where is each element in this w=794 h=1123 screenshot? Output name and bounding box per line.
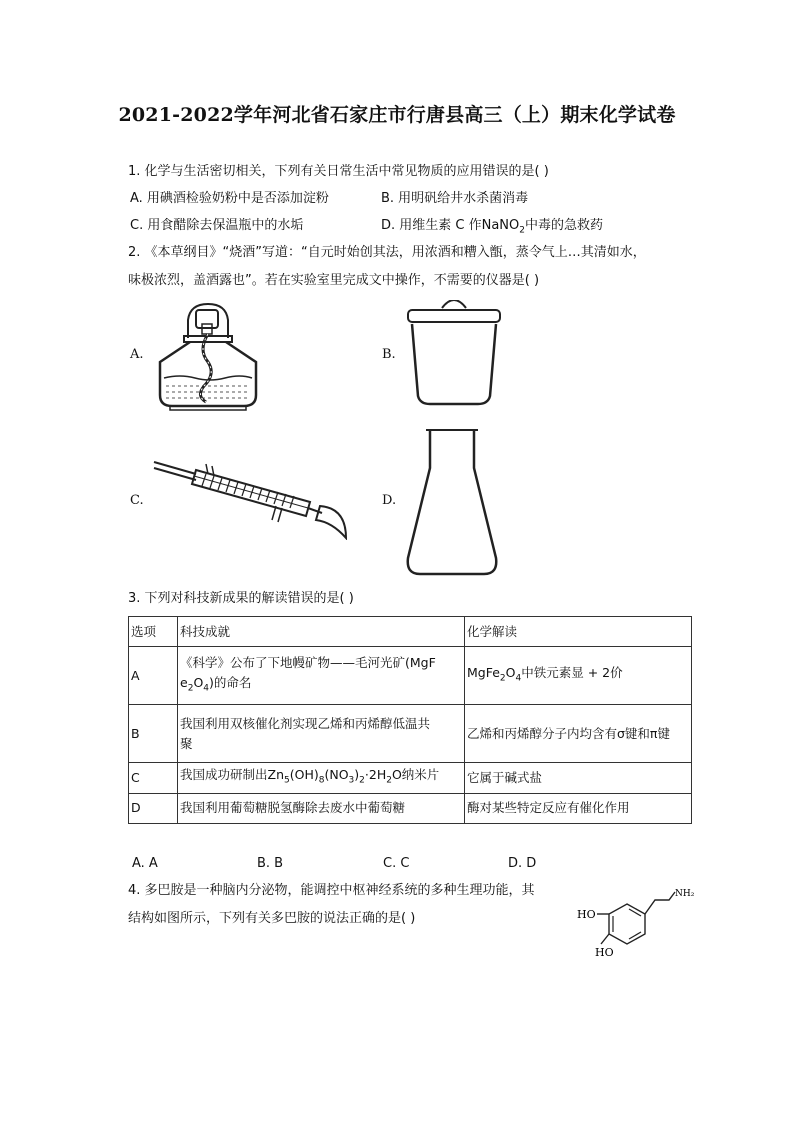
q2-stem-line2: 味极浓烈，盖酒露也”。若在实验室里完成文中操作，不需要的仪器是( )	[128, 273, 540, 288]
row-achievement: 《科学》公布了下地幔矿物——毛河光矿(MgF $e_2O_4$)的命名	[178, 647, 465, 705]
q3-choice-d: D. D	[508, 856, 537, 871]
row-interpretation: 它属于碱式盐	[465, 763, 692, 794]
alcohol-lamp-image	[150, 300, 270, 415]
q1-option-b: B. 用明矾给井水杀菌消毒	[381, 191, 529, 206]
ho-label-bottom: HO	[595, 946, 614, 959]
q3-stem: 3. 下列对科技新成果的解读错误的是( )	[128, 591, 354, 606]
row-achievement: 我国利用双核催化剂实现乙烯和丙烯醇低温共 聚	[178, 705, 465, 763]
q1-stem: 1. 化学与生活密切相关，下列有关日常生活中常见物质的应用错误的是( )	[128, 164, 549, 179]
q4-stem-line2: 结构如图所示，下列有关多巴胺的说法正确的是( )	[128, 911, 416, 926]
header-achievement: 科技成就	[178, 617, 465, 647]
row-option: B	[129, 705, 178, 763]
row-interpretation: $MgFe_2O_4$中铁元素显 + 2价	[465, 647, 692, 705]
header-option: 选项	[129, 617, 178, 647]
q1-option-c: C. 用食醋除去保温瓶中的水垢	[130, 218, 304, 233]
table-row	[129, 793, 692, 823]
ho-label-top: HO	[577, 908, 596, 921]
q2-stem-line1: 2. 《本草纲目》“烧酒”写道：“自元时始创其法，用浓酒和糟入甑，蒸令气上…其清如水，	[128, 245, 646, 260]
table-row	[129, 647, 692, 705]
q3-choice-b: B. B	[257, 856, 284, 871]
q3-choice-c: C. C	[383, 856, 410, 871]
condenser-tube-image	[150, 458, 350, 540]
q2-label-a: A.	[130, 347, 144, 362]
q2-label-b: B.	[382, 347, 396, 362]
crucible-image	[404, 300, 504, 408]
table-header-row	[129, 617, 692, 647]
table-row	[129, 763, 692, 794]
q3-choice-a: A. A	[132, 856, 158, 871]
row-option: C	[129, 763, 178, 794]
row-achievement: 我国成功研制出$Zn_5(OH)_8(NO_3)_2\cdot 2H_2O$纳米片	[178, 763, 465, 794]
q3-table	[128, 616, 692, 824]
row-option: D	[129, 793, 178, 823]
conical-flask-image	[404, 428, 500, 578]
q2-label-c: C.	[130, 493, 144, 508]
q1-option-a: A. 用碘酒检验奶粉中是否添加淀粉	[130, 191, 329, 206]
q1-option-d: D. 用维生素 C 作NaNO$_2$中毒的急救药	[381, 218, 604, 236]
q2-label-d: D.	[382, 493, 397, 508]
table-row	[129, 705, 692, 763]
q4-stem-line1: 4. 多巴胺是一种脑内分泌物，能调控中枢神经系统的多种生理功能，其	[128, 883, 535, 898]
row-achievement: 我国利用葡萄糖脱氢酶除去废水中葡萄糖	[178, 793, 465, 823]
row-interpretation: 酶对某些特定反应有催化作用	[465, 793, 692, 823]
row-interpretation: 乙烯和丙烯醇分子内均含有σ键和π键	[465, 705, 692, 763]
dopamine-structure-image	[575, 882, 695, 964]
header-interpretation: 化学解读	[465, 617, 692, 647]
nh2-label: NH₂	[675, 889, 695, 899]
exam-title: 2021-2022学年河北省石家庄市行唐县高三（上）期末化学试卷	[118, 104, 676, 126]
row-option: A	[129, 647, 178, 705]
